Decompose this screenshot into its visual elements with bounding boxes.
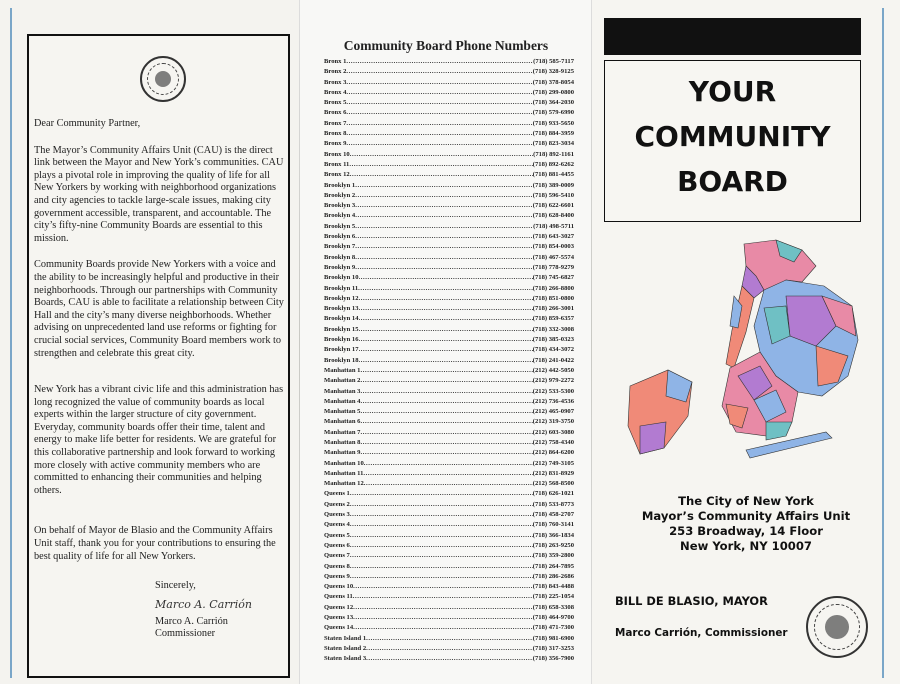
board-phone: (718) 286-2686 xyxy=(532,572,574,580)
dot-leader xyxy=(350,541,533,551)
board-name: Brooklyn 17 xyxy=(324,346,359,354)
board-phone: (212) 603-3080 xyxy=(532,428,574,436)
cover-panel xyxy=(592,0,900,684)
board-name: Queens 4 xyxy=(324,521,350,529)
board-phone: (718) 823-3034 xyxy=(532,140,574,148)
phone-list-row xyxy=(324,314,574,324)
board-name: Brooklyn 2 xyxy=(324,191,356,199)
phone-list-row xyxy=(324,407,574,417)
cover-title xyxy=(604,60,861,222)
dot-leader xyxy=(346,98,532,108)
phone-list-row xyxy=(324,562,574,572)
board-phone: (212) 979-2272 xyxy=(532,377,574,385)
board-phone: (718) 643-3027 xyxy=(532,233,574,241)
phone-list-row xyxy=(324,520,574,530)
board-phone: (718) 933-5650 xyxy=(532,119,574,127)
dot-leader xyxy=(355,222,533,232)
board-name: Manhattan 3 xyxy=(324,387,361,395)
address-line: Mayor’s Community Affairs Unit xyxy=(641,509,851,523)
board-phone: (718) 892-1161 xyxy=(533,150,574,158)
board-phone: (718) 266-8800 xyxy=(532,284,574,292)
dot-leader xyxy=(346,129,532,139)
phone-list-row xyxy=(324,222,574,232)
dot-leader xyxy=(359,294,533,304)
phone-list-row xyxy=(324,500,574,510)
letter-panel xyxy=(0,0,300,684)
phone-list-row xyxy=(324,613,574,623)
phone-list-row xyxy=(324,551,574,561)
dot-leader xyxy=(350,489,533,499)
board-name: Bronx 10 xyxy=(324,150,350,158)
board-phone: (718) 471-7300 xyxy=(532,624,574,632)
board-name: Bronx 1 xyxy=(324,58,347,65)
address-line: 253 Broadway, 14 Floor xyxy=(669,524,823,538)
phone-list-row xyxy=(324,479,574,489)
board-name: Staten Island 1 xyxy=(324,634,367,642)
phone-list-row xyxy=(324,572,574,582)
phone-list-row xyxy=(324,160,574,170)
board-phone: (212) 465-0907 xyxy=(532,408,574,416)
board-name: Manhattan 2 xyxy=(324,377,361,385)
dot-leader xyxy=(364,459,533,469)
phone-list-row xyxy=(324,448,574,458)
dot-leader xyxy=(364,479,533,489)
dot-leader xyxy=(346,57,533,67)
board-phone: (212) 831-8929 xyxy=(532,469,574,477)
letter-salutation: Dear Community Partner, xyxy=(34,118,141,129)
board-phone: (718) 778-9279 xyxy=(532,263,574,271)
board-name: Bronx 11 xyxy=(324,160,350,168)
phone-list-row xyxy=(324,181,574,191)
board-phone: (718) 359-2800 xyxy=(532,552,574,560)
phone-list-row xyxy=(324,592,574,602)
dot-leader xyxy=(366,644,533,654)
dot-leader xyxy=(359,273,533,283)
board-phone: (718) 622-6601 xyxy=(532,202,574,210)
phone-list-row xyxy=(324,242,574,252)
board-phone: (718) 843-4488 xyxy=(532,583,574,591)
board-name: Bronx 3 xyxy=(324,78,347,86)
board-phone: (212) 749-3105 xyxy=(532,459,574,467)
dot-leader xyxy=(366,654,533,664)
board-phone: (718) 658-3308 xyxy=(532,603,574,611)
cover-title-line: BOARD xyxy=(677,165,788,198)
board-name: Manhattan 10 xyxy=(324,459,364,467)
phone-list-row xyxy=(324,376,574,386)
board-phone: (718) 263-9250 xyxy=(532,541,574,549)
phone-list-row xyxy=(324,387,574,397)
board-phone: (718) 585-7117 xyxy=(533,58,574,65)
phone-list-row xyxy=(324,582,574,592)
board-name: Bronx 9 xyxy=(324,140,347,148)
phone-list-row xyxy=(324,191,574,201)
board-name: Staten Island 2 xyxy=(324,644,367,652)
dot-leader xyxy=(360,417,532,427)
board-phone: (718) 434-3072 xyxy=(532,346,574,354)
board-phone: (718) 854-0003 xyxy=(532,243,574,251)
board-name: Bronx 2 xyxy=(324,68,347,76)
board-phone: (718) 389-0009 xyxy=(532,181,574,189)
phone-list-row xyxy=(324,654,574,664)
city-seal-icon xyxy=(806,596,868,658)
board-name: Bronx 6 xyxy=(324,109,347,117)
phone-list-row xyxy=(324,67,574,77)
phone-list-row xyxy=(324,129,574,139)
letter-closing: Sincerely, xyxy=(155,580,196,591)
dot-leader xyxy=(350,500,533,510)
phone-list-row xyxy=(324,150,574,160)
phone-list-row xyxy=(324,603,574,613)
board-name: Brooklyn 7 xyxy=(324,243,356,251)
dot-leader xyxy=(360,438,532,448)
signer-title: Commissioner xyxy=(155,628,216,640)
dot-leader xyxy=(359,356,533,366)
board-phone: (718) 225-1054 xyxy=(532,593,574,601)
board-phone: (212) 442-5050 xyxy=(532,366,574,374)
dot-leader xyxy=(360,407,532,417)
signature-block xyxy=(155,580,252,641)
phone-list-row xyxy=(324,284,574,294)
phone-list-row xyxy=(324,325,574,335)
dot-leader xyxy=(355,232,533,242)
dot-leader xyxy=(355,253,533,263)
board-phone: (718) 458-2707 xyxy=(532,511,574,519)
board-phone: (718) 628-8400 xyxy=(532,212,574,220)
phone-list-row xyxy=(324,294,574,304)
board-phone: (718) 579-6990 xyxy=(532,109,574,117)
board-name: Manhattan 9 xyxy=(324,449,361,457)
board-name: Queens 6 xyxy=(324,541,350,549)
board-phone: (718) 892-6262 xyxy=(532,160,574,168)
board-name: Queens 7 xyxy=(324,552,350,560)
board-name: Staten Island 3 xyxy=(324,655,367,663)
phone-list-row xyxy=(324,335,574,345)
board-name: Queens 11 xyxy=(324,593,353,601)
board-name: Manhattan 5 xyxy=(324,408,361,416)
dot-leader xyxy=(355,201,533,211)
board-name: Brooklyn 12 xyxy=(324,294,359,302)
dot-leader xyxy=(346,108,532,118)
letter-paragraph: On behalf of Mayor de Blasio and the Community Affairs Unit staff, thank you for your contributions to ensuring the best quality of life for all New Yorkers. xyxy=(34,525,276,562)
dot-leader xyxy=(350,562,533,572)
board-name: Manhattan 7 xyxy=(324,428,361,436)
address-line: New York, NY 10007 xyxy=(680,539,812,553)
phone-list-row xyxy=(324,98,574,108)
dot-leader xyxy=(346,67,532,77)
board-name: Brooklyn 10 xyxy=(324,274,359,282)
phone-list-row xyxy=(324,541,574,551)
board-name: Queens 12 xyxy=(324,603,354,611)
phone-list-row xyxy=(324,345,574,355)
phone-list-row xyxy=(324,634,574,644)
phone-list-row xyxy=(324,139,574,149)
dot-leader xyxy=(355,242,533,252)
dot-leader xyxy=(355,191,533,201)
board-phone: (718) 596-5410 xyxy=(532,191,574,199)
board-name: Bronx 7 xyxy=(324,119,347,127)
board-phone: (718) 464-9700 xyxy=(532,614,574,622)
board-name: Manhattan 11 xyxy=(324,469,364,477)
phone-list-row xyxy=(324,489,574,499)
phone-list-row xyxy=(324,119,574,129)
dot-leader xyxy=(353,623,533,633)
board-name: Brooklyn 3 xyxy=(324,202,356,210)
letter-paragraph: New York has a vibrant civic life and this administration has long recognized the value of community boards as local experts within the larger structure of city government. Everyday, community boards offer their time, talent and energy to make life better for residents. We are grateful for this collaborative partnership and look forward to working more closely with active community members who are committed to enhancing their communities and helping others. xyxy=(34,384,284,496)
phone-list-row xyxy=(324,644,574,654)
board-name: Bronx 12 xyxy=(324,171,350,179)
board-phone: (212) 568-8500 xyxy=(532,480,574,488)
dot-leader xyxy=(359,325,533,335)
dot-leader xyxy=(358,284,533,294)
board-phone: (718) 264-7895 xyxy=(532,562,574,570)
letter-paragraph: Community Boards provide New Yorkers with a voice and the ability to be increasingly helpful and productive in their neighborhoods. Through our partnerships with Community Boards, CAU is able to facilitate a relationship between City Hall and the city’s many diverse neighborhoods. Whether advising on unprecedented land use reforms or fighting for crucial social services, Community Board members work to strengthen and celebrate this great city. xyxy=(34,259,284,359)
dot-leader xyxy=(355,263,533,273)
board-phone: (212) 736-4536 xyxy=(532,397,574,405)
phone-list-row xyxy=(324,201,574,211)
signer-name: Marco A. Carrión xyxy=(155,615,228,627)
phone-list-row xyxy=(324,304,574,314)
board-phone: (718) 356-7900 xyxy=(532,655,574,663)
dot-leader xyxy=(350,150,533,160)
phone-list-row xyxy=(324,108,574,118)
handwritten-signature: Marco A. Carrión xyxy=(155,597,253,611)
board-name: Brooklyn 11 xyxy=(324,284,359,292)
board-name: Manhattan 6 xyxy=(324,418,361,426)
board-name: Bronx 5 xyxy=(324,99,347,107)
commissioner-name: Marco Carrión, Commissioner xyxy=(615,627,788,639)
dot-leader xyxy=(359,304,533,314)
board-name: Bronx 8 xyxy=(324,130,347,138)
phone-list-row xyxy=(324,623,574,633)
cover-title-line: COMMUNITY xyxy=(634,120,831,153)
board-name: Brooklyn 9 xyxy=(324,263,356,271)
blue-rule xyxy=(10,8,12,678)
board-phone: (718) 366-1834 xyxy=(532,531,574,539)
board-name: Queens 1 xyxy=(324,490,350,498)
phone-list-row xyxy=(324,273,574,283)
phone-list-row xyxy=(324,356,574,366)
address-line: The City of New York xyxy=(678,494,814,508)
dot-leader xyxy=(353,592,533,602)
mayor-name: BILL DE BLASIO, MAYOR xyxy=(615,594,768,608)
board-name: Queens 9 xyxy=(324,572,350,580)
dot-leader xyxy=(350,531,533,541)
board-phone: (718) 467-5574 xyxy=(532,253,574,261)
letter-body xyxy=(34,118,284,574)
board-phone: (718) 332-3008 xyxy=(532,325,574,333)
board-name: Queens 13 xyxy=(324,614,354,622)
dot-leader xyxy=(355,181,533,191)
board-name: Manhattan 1 xyxy=(324,366,361,374)
board-phone: (718) 378-8054 xyxy=(532,78,574,86)
board-phone: (718) 364-2030 xyxy=(532,99,574,107)
board-phone: (718) 859-6357 xyxy=(532,315,574,323)
dot-leader xyxy=(360,366,532,376)
cover-title-line: YOUR xyxy=(688,75,777,108)
board-phone: (212) 319-3750 xyxy=(532,418,574,426)
board-phone: (718) 299-0800 xyxy=(532,88,574,96)
phone-list xyxy=(324,57,574,665)
board-phone: (718) 266-3001 xyxy=(532,305,574,313)
phone-list-row xyxy=(324,232,574,242)
city-seal-icon xyxy=(140,56,186,102)
board-name: Queens 14 xyxy=(324,624,354,632)
board-phone: (718) 745-6827 xyxy=(532,274,574,282)
board-name: Brooklyn 1 xyxy=(324,181,356,189)
dot-leader xyxy=(359,345,533,355)
board-phone: (718) 851-0800 xyxy=(532,294,574,302)
board-name: Queens 5 xyxy=(324,531,350,539)
board-name: Brooklyn 16 xyxy=(324,336,359,344)
phone-list-row xyxy=(324,211,574,221)
board-phone: (718) 385-0323 xyxy=(532,336,574,344)
cover-address xyxy=(592,494,900,554)
board-name: Queens 2 xyxy=(324,500,350,508)
dot-leader xyxy=(346,88,532,98)
nyc-community-districts-map xyxy=(626,236,864,472)
board-phone: (718) 328-9125 xyxy=(532,68,574,76)
board-phone: (718) 881-4455 xyxy=(532,171,574,179)
board-name: Bronx 4 xyxy=(324,88,347,96)
dot-leader xyxy=(363,469,532,479)
blue-rule xyxy=(882,8,884,678)
letter-paragraph: The Mayor’s Community Affairs Unit (CAU) is the direct link between the Mayor and New York’s communities. CAU plays a pivotal role in improving the quality of life for all New Yorkers by working with neighborhood organizations and city agencies to tackle large-scale issues, making city government accessible, transparent, and accountable. The city’s fifty-nine Community Boards are essential to this mission. xyxy=(34,144,284,244)
board-name: Queens 8 xyxy=(324,562,350,570)
dot-leader xyxy=(359,335,533,345)
dot-leader xyxy=(346,78,532,88)
board-name: Brooklyn 14 xyxy=(324,315,359,323)
dot-leader xyxy=(360,387,532,397)
phone-list-panel xyxy=(300,0,592,684)
dot-leader xyxy=(360,428,532,438)
dot-leader xyxy=(350,170,533,180)
phone-list-row xyxy=(324,459,574,469)
board-phone: (718) 626-1021 xyxy=(532,490,574,498)
dot-leader xyxy=(366,634,533,644)
dot-leader xyxy=(360,376,532,386)
board-phone: (212) 758-4340 xyxy=(532,438,574,446)
dot-leader xyxy=(360,397,532,407)
dot-leader xyxy=(349,160,532,170)
phone-list-row xyxy=(324,253,574,263)
dot-leader xyxy=(353,613,533,623)
board-name: Brooklyn 15 xyxy=(324,325,359,333)
dot-leader xyxy=(353,582,533,592)
phone-list-row xyxy=(324,88,574,98)
phone-list-title: Community Board Phone Numbers xyxy=(343,38,549,53)
board-phone: (212) 533-5300 xyxy=(532,387,574,395)
board-phone: (718) 533-8773 xyxy=(532,500,574,508)
board-name: Brooklyn 13 xyxy=(324,305,359,313)
phone-list-row xyxy=(324,263,574,273)
board-name: Manhattan 8 xyxy=(324,438,361,446)
phone-list-row xyxy=(324,57,574,67)
phone-list-row xyxy=(324,469,574,479)
dot-leader xyxy=(350,520,533,530)
cover-top-bar xyxy=(604,18,861,55)
dot-leader xyxy=(355,211,533,221)
board-name: Brooklyn 18 xyxy=(324,356,359,364)
board-phone: (212) 864-6200 xyxy=(532,449,574,457)
board-phone: (718) 498-5711 xyxy=(533,222,574,230)
board-name: Manhattan 12 xyxy=(324,480,364,488)
board-name: Brooklyn 8 xyxy=(324,253,356,261)
dot-leader xyxy=(346,119,532,129)
dot-leader xyxy=(346,139,532,149)
board-name: Brooklyn 5 xyxy=(324,222,356,230)
phone-list-row xyxy=(324,531,574,541)
dot-leader xyxy=(360,448,532,458)
board-name: Manhattan 4 xyxy=(324,397,361,405)
dot-leader xyxy=(350,572,533,582)
phone-list-row xyxy=(324,397,574,407)
phone-list-row xyxy=(324,428,574,438)
board-name: Brooklyn 4 xyxy=(324,212,356,220)
board-name: Queens 10 xyxy=(324,583,354,591)
phone-list-row xyxy=(324,366,574,376)
phone-list-row xyxy=(324,417,574,427)
board-name: Brooklyn 6 xyxy=(324,233,356,241)
board-phone: (718) 317-3253 xyxy=(532,644,574,652)
board-phone: (718) 241-0422 xyxy=(532,356,574,364)
phone-list-row xyxy=(324,78,574,88)
board-phone: (718) 981-6900 xyxy=(532,634,574,642)
dot-leader xyxy=(359,314,533,324)
board-phone: (718) 760-3141 xyxy=(532,521,574,529)
phone-list-row xyxy=(324,510,574,520)
dot-leader xyxy=(350,510,533,520)
dot-leader xyxy=(350,551,533,561)
dot-leader xyxy=(353,603,533,613)
phone-list-row xyxy=(324,438,574,448)
board-name: Queens 3 xyxy=(324,511,350,519)
board-phone: (718) 884-3959 xyxy=(532,130,574,138)
phone-list-row xyxy=(324,170,574,180)
